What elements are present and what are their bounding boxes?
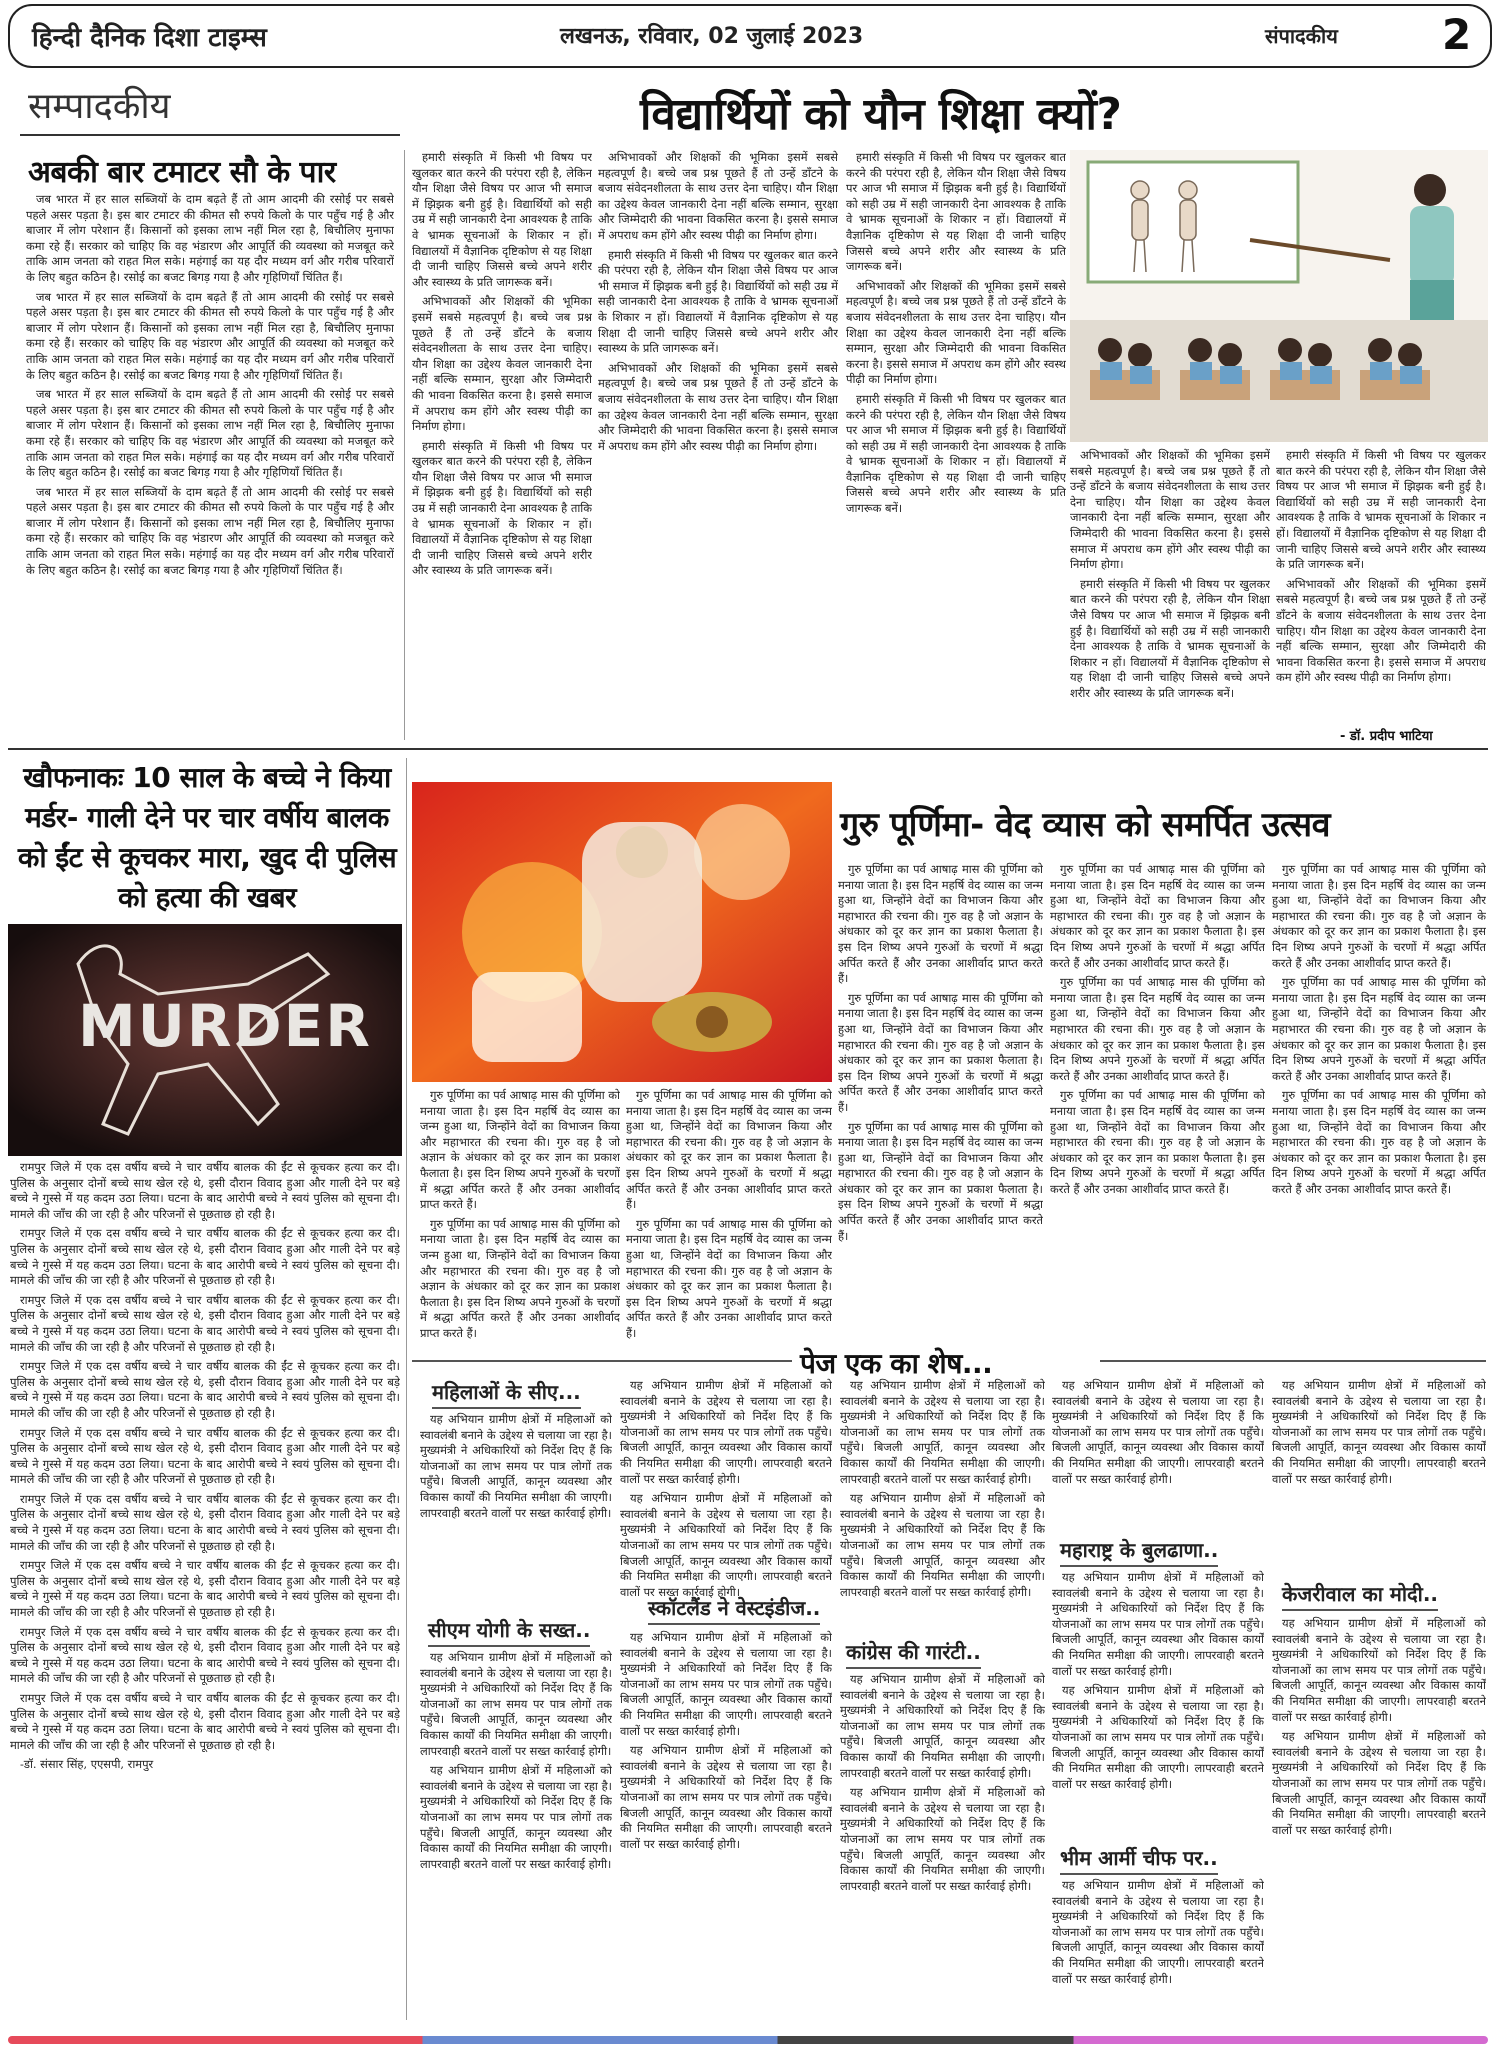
bottom-col-c2 — [840, 1672, 1045, 2022]
tomato-para: जब भारत में हर साल सब्जियों के दाम बढ़ते हैं तो आम आदमी की रसोई पर सबसे पहले असर पड़ता है। इस बार टमाटर की कीमत सौ रुपये किलो के पार पहुँच गई है और बाजार में लोग परेशान हैं। किसानों को इसका लाभ नहीं मिल रहा है, बिचौलिए मुनाफा कमा रहे हैं। सरकार को चाहिए कि वह भंडारण और आपूर्ति की व्यवस्था को मजबूत करे ताकि आम जनता को राहत मिल सके। महंगाई का यह दौर मध्यम वर्ग और गरीब परिवारों के लिए बहुत कठिन है। रसोई का बजट बिगड़ गया है और गृहिणियाँ चिंतित हैं। — [26, 192, 394, 284]
crime-para: रामपुर जिले में एक दस वर्षीय बच्चे ने चार वर्षीय बालक की ईंट से कूचकर हत्या कर दी। पुलिस के अनुसार दोनों बच्चे साथ खेल रहे थे, इसी दौरान विवाद हुआ और गाली देने पर बड़े बच्चे ने गुस्से में यह कदम उठा लिया। घटना के बाद आरोपी बच्चे ने स्वयं पुलिस को सूचना दी। मामले की जाँच की जा रही है और परिजनों से पूछताछ हो रही है। — [10, 1359, 400, 1420]
bottom-col-d1 — [1052, 1378, 1264, 1528]
guru-image — [412, 782, 832, 1082]
bottom-para: यह अभियान ग्रामीण क्षेत्रों में महिलाओं को स्वावलंबी बनाने के उद्देश्य से चलाया जा रहा है। मुख्यमंत्री ने अधिकारियों को निर्देश दिए हैं कि योजनाओं का लाभ समय पर पात्र लोगों तक पहुँचे। बिजली आपूर्ति, कानून व्यवस्था और विकास कार्यों की नियमित समीक्षा की जाएगी। लापरवाही बरतने वालों पर सख्त कार्रवाई होगी। — [840, 1491, 1045, 1599]
tomato-body — [26, 192, 394, 740]
crime-para: रामपुर जिले में एक दस वर्षीय बच्चे ने चार वर्षीय बालक की ईंट से कूचकर हत्या कर दी। पुलिस के अनुसार दोनों बच्चे साथ खेल रहे थे, इसी दौरान विवाद हुआ और गाली देने पर बड़े बच्चे ने गुस्से में यह कदम उठा लिया। घटना के बाद आरोपी बच्चे ने स्वयं पुलिस को सूचना दी। मामले की जाँच की जा रही है और परिजनों से पूछताछ हो रही है। — [10, 1691, 400, 1752]
bottom-col-a2 — [420, 1650, 612, 2022]
guru-para: गुरु पूर्णिमा का पर्व आषाढ़ मास की पूर्णिमा को मनाया जाता है। इस दिन महर्षि वेद व्यास का जन्म हुआ था, जिन्होंने वेदों का विभाजन किया और महाभारत की रचना की। गुरु वह है जो अज्ञान के अंधकार को दूर कर ज्ञान का प्रकाश फैलाता है। इस दिन शिष्य अपने गुरुओं के चरणों में श्रद्धा अर्पित करते हैं और उनका आशीर्वाद प्राप्त करते हैं। — [838, 1119, 1043, 1243]
bottom-col-c1 — [840, 1378, 1045, 1630]
lead-para: अभिभावकों और शिक्षकों की भूमिका इसमें सबसे महत्वपूर्ण है। बच्चे जब प्रश्न पूछते हैं तो उन्हें डाँटने के बजाय संवेदनशीलता के साथ उत्तर देना चाहिए। यौन शिक्षा का उद्देश्य केवल जानकारी देना नहीं बल्कि सम्मान, सुरक्षा और जिम्मेदारी की भावना विकसित करना है। इससे समाज में अपराध कम होंगे और स्वस्थ पीढ़ी का निर्माण होगा। — [598, 150, 838, 242]
lead-para: हमारी संस्कृति में किसी भी विषय पर खुलकर बात करने की परंपरा रही है, लेकिन यौन शिक्षा जैसे विषय पर आज भी समाज में झिझक बनी हुई है। विद्यार्थियों को सही उम्र में सही जानकारी देना आवश्यक है ताकि वे भ्रामक सूचनाओं के शिकार न हों। विद्यालयों में वैज्ञानिक दृष्टिकोण से यह शिक्षा दी जानी चाहिए जिससे बच्चे अपने शरीर और स्वास्थ्य के प्रति जागरूक बनें। — [412, 150, 592, 289]
crime-para: रामपुर जिले में एक दस वर्षीय बच्चे ने चार वर्षीय बालक की ईंट से कूचकर हत्या कर दी। पुलिस के अनुसार दोनों बच्चे साथ खेल रहे थे, इसी दौरान विवाद हुआ और गाली देने पर बड़े बच्चे ने गुस्से में यह कदम उठा लिया। घटना के बाद आरोपी बच्चे ने स्वयं पुलिस को सूचना दी। मामले की जाँच की जा रही है और परिजनों से पूछताछ हो रही है। — [10, 1491, 400, 1553]
column-rule — [404, 150, 405, 740]
tomato-para: जब भारत में हर साल सब्जियों के दाम बढ़ते हैं तो आम आदमी की रसोई पर सबसे पहले असर पड़ता है। इस बार टमाटर की कीमत सौ रुपये किलो के पार पहुँच गई है और बाजार में लोग परेशान हैं। किसानों को इसका लाभ नहीं मिल रहा है, बिचौलिए मुनाफा कमा रहे हैं। सरकार को चाहिए कि वह भंडारण और आपूर्ति की व्यवस्था को मजबूत करे ताकि आम जनता को राहत मिल सके। महंगाई का यह दौर मध्यम वर्ग और गरीब परिवारों के लिए बहुत कठिन है। रसोई का बजट बिगड़ गया है और गृहिणियाँ चिंतित हैं। — [26, 387, 394, 480]
crime-para: रामपुर जिले में एक दस वर्षीय बच्चे ने चार वर्षीय बालक की ईंट से कूचकर हत्या कर दी। पुलिस के अनुसार दोनों बच्चे साथ खेल रहे थे, इसी दौरान विवाद हुआ और गाली देने पर बड़े बच्चे ने गुस्से में यह कदम उठा लिया। घटना के बाद आरोपी बच्चे ने स्वयं पुलिस को सूचना दी। मामले की जाँच की जा रही है और परिजनों से पूछताछ हो रही है। — [10, 1624, 400, 1686]
guru-para: गुरु पूर्णिमा का पर्व आषाढ़ मास की पूर्णिमा को मनाया जाता है। इस दिन महर्षि वेद व्यास का जन्म हुआ था, जिन्होंने वेदों का विभाजन किया और महाभारत की रचना की। गुरु वह है जो अज्ञान के अंधकार को दूर कर ज्ञान का प्रकाश फैलाता है। इस दिन शिष्य अपने गुरुओं के चरणों में श्रद्धा अर्पित करते हैं और उनका आशीर्वाद प्राप्त करते हैं। — [626, 1216, 832, 1340]
bottom-para: यह अभियान ग्रामीण क्षेत्रों में महिलाओं को स्वावलंबी बनाने के उद्देश्य से चलाया जा रहा है। मुख्यमंत्री ने अधिकारियों को निर्देश दिए हैं कि योजनाओं का लाभ समय पर पात्र लोगों तक पहुँचे। बिजली आपूर्ति, कानून व्यवस्था और विकास कार्यों की नियमित समीक्षा की जाएगी। लापरवाही बरतने वालों पर सख्त कार्रवाई होगी। — [620, 1743, 832, 1851]
guru-para: गुरु पूर्णिमा का पर्व आषाढ़ मास की पूर्णिमा को मनाया जाता है। इस दिन महर्षि वेद व्यास का जन्म हुआ था, जिन्होंने वेदों का विभाजन किया और महाभारत की रचना की। गुरु वह है जो अज्ञान के अंधकार को दूर कर ज्ञान का प्रकाश फैलाता है। इस दिन शिष्य अपने गुरुओं के चरणों में श्रद्धा अर्पित करते हैं और उनका आशीर्वाद प्राप्त करते हैं। — [420, 1088, 620, 1212]
classroom-illustration — [1070, 150, 1488, 442]
subhead-cm-yogi: सीएम योगी के सख्त.. — [428, 1616, 590, 1647]
crime-para: रामपुर जिले में एक दस वर्षीय बच्चे ने चार वर्षीय बालक की ईंट से कूचकर हत्या कर दी। पुलिस के अनुसार दोनों बच्चे साथ खेल रहे थे, इसी दौरान विवाद हुआ और गाली देने पर बड़े बच्चे ने गुस्से में यह कदम उठा लिया। घटना के बाद आरोपी बच्चे ने स्वयं पुलिस को सूचना दी। मामले की जाँच की जा रही है और परिजनों से पूछताछ हो रही है। — [10, 1558, 400, 1620]
crime-para: रामपुर जिले में एक दस वर्षीय बच्चे ने चार वर्षीय बालक की ईंट से कूचकर हत्या कर दी। पुलिस के अनुसार दोनों बच्चे साथ खेल रहे थे, इसी दौरान विवाद हुआ और गाली देने पर बड़े बच्चे ने गुस्से में यह कदम उठा लिया। घटना के बाद आरोपी बच्चे ने स्वयं पुलिस को सूचना दी। मामले की जाँच की जा रही है और परिजनों से पूछताछ हो रही है। — [10, 1292, 400, 1354]
bottom-col-d3 — [1052, 1878, 1264, 2022]
bottom-para: यह अभियान ग्रामीण क्षेत्रों में महिलाओं को स्वावलंबी बनाने के उद्देश्य से चलाया जा रहा है। मुख्यमंत्री ने अधिकारियों को निर्देश दिए हैं कि योजनाओं का लाभ समय पर पात्र लोगों तक पहुँचे। बिजली आपूर्ति, कानून व्यवस्था और विकास कार्यों की नियमित समीक्षा की जाएगी। लापरवाही बरतने वालों पर सख्त कार्रवाई होगी। — [620, 1630, 832, 1738]
crime-para: रामपुर जिले में एक दस वर्षीय बच्चे ने चार वर्षीय बालक की ईंट से कूचकर हत्या कर दी। पुलिस के अनुसार दोनों बच्चे साथ खेल रहे थे, इसी दौरान विवाद हुआ और गाली देने पर बड़े बच्चे ने गुस्से में यह कदम उठा लिया। घटना के बाद आरोपी बच्चे ने स्वयं पुलिस को सूचना दी। मामले की जाँच की जा रही है और परिजनों से पूछताछ हो रही है। — [10, 1226, 400, 1288]
crime-body — [10, 1160, 400, 2020]
guru-para: गुरु पूर्णिमा का पर्व आषाढ़ मास की पूर्णिमा को मनाया जाता है। इस दिन महर्षि वेद व्यास का जन्म हुआ था, जिन्होंने वेदों का विभाजन किया और महाभारत की रचना की। गुरु वह है जो अज्ञान के अंधकार को दूर कर ज्ञान का प्रकाश फैलाता है। इस दिन शिष्य अपने गुरुओं के चरणों में श्रद्धा अर्पित करते हैं और उनका आशीर्वाद प्राप्त करते हैं। — [838, 990, 1043, 1114]
divider — [8, 748, 1488, 750]
footer-strip — [8, 2036, 1488, 2044]
section-title: सम्पादकीय — [28, 86, 171, 127]
lead-para: हमारी संस्कृति में किसी भी विषय पर खुलकर बात करने की परंपरा रही है, लेकिन यौन शिक्षा जैसे विषय पर आज भी समाज में झिझक बनी हुई है। विद्यार्थियों को सही उम्र में सही जानकारी देना आवश्यक है ताकि वे भ्रामक सूचनाओं के शिकार न हों। विद्यालयों में वैज्ञानिक दृष्टिकोण से यह शिक्षा दी जानी चाहिए जिससे बच्चे अपने शरीर और स्वास्थ्य के प्रति जागरूक बनें। — [846, 391, 1066, 516]
lead-para: अभिभावकों और शिक्षकों की भूमिका इसमें सबसे महत्वपूर्ण है। बच्चे जब प्रश्न पूछते हैं तो उन्हें डाँटने के बजाय संवेदनशीलता के साथ उत्तर देना चाहिए। यौन शिक्षा का उद्देश्य केवल जानकारी देना नहीं बल्कि सम्मान, सुरक्षा और जिम्मेदारी की भावना विकसित करना है। इससे समाज में अपराध कम होंगे और स्वस्थ पीढ़ी का निर्माण होगा। — [846, 278, 1066, 387]
column-rule — [406, 758, 407, 2020]
crime-para: रामपुर जिले में एक दस वर्षीय बच्चे ने चार वर्षीय बालक की ईंट से कूचकर हत्या कर दी। पुलिस के अनुसार दोनों बच्चे साथ खेल रहे थे, इसी दौरान विवाद हुआ और गाली देने पर बड़े बच्चे ने गुस्से में यह कदम उठा लिया। घटना के बाद आरोपी बच्चे ने स्वयं पुलिस को सूचना दी। मामले की जाँच की जा रही है और परिजनों से पूछताछ हो रही है। — [10, 1425, 400, 1487]
crime-headline: खौफनाकः 10 साल के बच्चे ने किया मर्डर- गाली देने पर चार वर्षीय बालक को ईंट से कूचकर मारा, खुद दी पुलिस को हत्या की खबर — [17, 761, 397, 914]
guru-para: गुरु पूर्णिमा का पर्व आषाढ़ मास की पूर्णिमा को मनाया जाता है। इस दिन महर्षि वेद व्यास का जन्म हुआ था, जिन्होंने वेदों का विभाजन किया और महाभारत की रचना की। गुरु वह है जो अज्ञान के अंधकार को दूर कर ज्ञान का प्रकाश फैलाता है। इस दिन शिष्य अपने गुरुओं के चरणों में श्रद्धा अर्पित करते हैं और उनका आशीर्वाद प्राप्त करते हैं। — [626, 1088, 832, 1212]
lead-para: हमारी संस्कृति में किसी भी विषय पर खुलकर बात करने की परंपरा रही है, लेकिन यौन शिक्षा जैसे विषय पर आज भी समाज में झिझक बनी हुई है। विद्यार्थियों को सही उम्र में सही जानकारी देना आवश्यक है ताकि वे भ्रामक सूचनाओं के शिकार न हों। विद्यालयों में वैज्ञानिक दृष्टिकोण से यह शिक्षा दी जानी चाहिए जिससे बच्चे अपने शरीर और स्वास्थ्य के प्रति जागरूक बनें। — [412, 438, 592, 578]
guru-col-5 — [626, 1088, 832, 1344]
bottom-para: यह अभियान ग्रामीण क्षेत्रों में महिलाओं को स्वावलंबी बनाने के उद्देश्य से चलाया जा रहा है। मुख्यमंत्री ने अधिकारियों को निर्देश दिए हैं कि योजनाओं का लाभ समय पर पात्र लोगों तक पहुँचे। बिजली आपूर्ति, कानून व्यवस्था और विकास कार्यों की नियमित समीक्षा की जाएगी। लापरवाही बरतने वालों पर सख्त कार्रवाई होगी। — [620, 1491, 832, 1599]
guru-col-3 — [1272, 862, 1486, 1344]
bottom-col-b2 — [620, 1630, 832, 2022]
subhead-maharashtra: महाराष्ट्र के बुलढाणा.. — [1060, 1536, 1218, 1567]
lead-para: अभिभावकों और शिक्षकों की भूमिका इसमें सबसे महत्वपूर्ण है। बच्चे जब प्रश्न पूछते हैं तो उन्हें डाँटने के बजाय संवेदनशीलता के साथ उत्तर देना चाहिए। यौन शिक्षा का उद्देश्य केवल जानकारी देना नहीं बल्कि सम्मान, सुरक्षा और जिम्मेदारी की भावना विकसित करना है। इससे समाज में अपराध कम होंगे और स्वस्थ पीढ़ी का निर्माण होगा। — [412, 294, 592, 434]
lead-para: अभिभावकों और शिक्षकों की भूमिका इसमें सबसे महत्वपूर्ण है। बच्चे जब प्रश्न पूछते हैं तो उन्हें डाँटने के बजाय संवेदनशीलता के साथ उत्तर देना चाहिए। यौन शिक्षा का उद्देश्य केवल जानकारी देना नहीं बल्कि सम्मान, सुरक्षा और जिम्मेदारी की भावना विकसित करना है। इससे समाज में अपराध कम होंगे और स्वस्थ पीढ़ी का निर्माण होगा। — [1070, 448, 1270, 572]
guru-para: गुरु पूर्णिमा का पर्व आषाढ़ मास की पूर्णिमा को मनाया जाता है। इस दिन महर्षि वेद व्यास का जन्म हुआ था, जिन्होंने वेदों का विभाजन किया और महाभारत की रचना की। गुरु वह है जो अज्ञान के अंधकार को दूर कर ज्ञान का प्रकाश फैलाता है। इस दिन शिष्य अपने गुरुओं के चरणों में श्रद्धा अर्पित करते हैं और उनका आशीर्वाद प्राप्त करते हैं। — [1272, 862, 1486, 970]
murder-image-text: MURDER — [78, 992, 372, 1060]
guru-para: गुरु पूर्णिमा का पर्व आषाढ़ मास की पूर्णिमा को मनाया जाता है। इस दिन महर्षि वेद व्यास का जन्म हुआ था, जिन्होंने वेदों का विभाजन किया और महाभारत की रचना की। गुरु वह है जो अज्ञान के अंधकार को दूर कर ज्ञान का प्रकाश फैलाता है। इस दिन शिष्य अपने गुरुओं के चरणों में श्रद्धा अर्पित करते हैं और उनका आशीर्वाद प्राप्त करते हैं। — [838, 862, 1043, 986]
lead-para: हमारी संस्कृति में किसी भी विषय पर खुलकर बात करने की परंपरा रही है, लेकिन यौन शिक्षा जैसे विषय पर आज भी समाज में झिझक बनी हुई है। विद्यार्थियों को सही उम्र में सही जानकारी देना आवश्यक है ताकि वे भ्रामक सूचनाओं के शिकार न हों। विद्यालयों में वैज्ञानिक दृष्टिकोण से यह शिक्षा दी जानी चाहिए जिससे बच्चे अपने शरीर और स्वास्थ्य के प्रति जागरूक बनें। — [1276, 448, 1486, 572]
guru-col-2 — [1050, 862, 1265, 1344]
bottom-col-d2 — [1052, 1570, 1264, 1836]
guru-para: गुरु पूर्णिमा का पर्व आषाढ़ मास की पूर्णिमा को मनाया जाता है। इस दिन महर्षि वेद व्यास का जन्म हुआ था, जिन्होंने वेदों का विभाजन किया और महाभारत की रचना की। गुरु वह है जो अज्ञान के अंधकार को दूर कर ज्ञान का प्रकाश फैलाता है। इस दिन शिष्य अपने गुरुओं के चरणों में श्रद्धा अर्पित करते हैं और उनका आशीर्वाद प्राप्त करते हैं। — [1050, 975, 1265, 1083]
guru-col-4 — [420, 1088, 620, 1344]
bottom-para: यह अभियान ग्रामीण क्षेत्रों में महिलाओं को स्वावलंबी बनाने के उद्देश्य से चलाया जा रहा है। मुख्यमंत्री ने अधिकारियों को निर्देश दिए हैं कि योजनाओं का लाभ समय पर पात्र लोगों तक पहुँचे। बिजली आपूर्ति, कानून व्यवस्था और विकास कार्यों की नियमित समीक्षा की जाएगी। लापरवाही बरतने वालों पर सख्त कार्रवाई होगी। — [840, 1672, 1045, 1780]
crime-byline: -डॉ. संसार सिंह, एएसपी, रामपुर — [20, 1757, 154, 1772]
bottom-para: यह अभियान ग्रामीण क्षेत्रों में महिलाओं को स्वावलंबी बनाने के उद्देश्य से चलाया जा रहा है। मुख्यमंत्री ने अधिकारियों को निर्देश दिए हैं कि योजनाओं का लाभ समय पर पात्र लोगों तक पहुँचे। बिजली आपूर्ति, कानून व्यवस्था और विकास कार्यों की नियमित समीक्षा की जाएगी। लापरवाही बरतने वालों पर सख्त कार्रवाई होगी। — [840, 1378, 1045, 1486]
bottom-para: यह अभियान ग्रामीण क्षेत्रों में महिलाओं को स्वावलंबी बनाने के उद्देश्य से चलाया जा रहा है। मुख्यमंत्री ने अधिकारियों को निर्देश दिए हैं कि योजनाओं का लाभ समय पर पात्र लोगों तक पहुँचे। बिजली आपूर्ति, कानून व्यवस्था और विकास कार्यों की नियमित समीक्षा की जाएगी। लापरवाही बरतने वालों पर सख्त कार्रवाई होगी। — [420, 1412, 612, 1520]
bottom-para: यह अभियान ग्रामीण क्षेत्रों में महिलाओं को स्वावलंबी बनाने के उद्देश्य से चलाया जा रहा है। मुख्यमंत्री ने अधिकारियों को निर्देश दिए हैं कि योजनाओं का लाभ समय पर पात्र लोगों तक पहुँचे। बिजली आपूर्ति, कानून व्यवस्था और विकास कार्यों की नियमित समीक्षा की जाएगी। लापरवाही बरतने वालों पर सख्त कार्रवाई होगी। — [420, 1763, 612, 1871]
tomato-para: जब भारत में हर साल सब्जियों के दाम बढ़ते हैं तो आम आदमी की रसोई पर सबसे पहले असर पड़ता है। इस बार टमाटर की कीमत सौ रुपये किलो के पार पहुँच गई है और बाजार में लोग परेशान हैं। किसानों को इसका लाभ नहीं मिल रहा है, बिचौलिए मुनाफा कमा रहे हैं। सरकार को चाहिए कि वह भंडारण और आपूर्ति की व्यवस्था को मजबूत करे ताकि आम जनता को राहत मिल सके। महंगाई का यह दौर मध्यम वर्ग और गरीब परिवारों के लिए बहुत कठिन है। रसोई का बजट बिगड़ गया है और गृहिणियाँ चिंतित हैं। — [26, 484, 394, 577]
lead-headline: विद्यार्थियों को यौन शिक्षा क्यों? — [640, 89, 1122, 140]
tomato-headline: अबकी बार टमाटर सौ के पार — [28, 155, 336, 190]
bottom-col-e1 — [1272, 1378, 1486, 1574]
section-label: संपादकीय — [1265, 24, 1338, 48]
subhead-women: महिलाओं के सीए... — [432, 1378, 581, 1409]
subhead-congress: कांग्रेस की गारंटी.. — [846, 1638, 981, 1669]
guru-para: गुरु पूर्णिमा का पर्व आषाढ़ मास की पूर्णिमा को मनाया जाता है। इस दिन महर्षि वेद व्यास का जन्म हुआ था, जिन्होंने वेदों का विभाजन किया और महाभारत की रचना की। गुरु वह है जो अज्ञान के अंधकार को दूर कर ज्ञान का प्रकाश फैलाता है। इस दिन शिष्य अपने गुरुओं के चरणों में श्रद्धा अर्पित करते हैं और उनका आशीर्वाद प्राप्त करते हैं। — [1050, 1088, 1265, 1196]
bottom-col-e2 — [1272, 1616, 1486, 2022]
divider — [412, 1360, 792, 1362]
guru-headline: गुरु पूर्णिमा- वेद व्यास को समर्पित उत्सव — [840, 805, 1331, 845]
guru-col-1 — [838, 862, 1043, 1344]
guru-para: गुरु पूर्णिमा का पर्व आषाढ़ मास की पूर्णिमा को मनाया जाता है। इस दिन महर्षि वेद व्यास का जन्म हुआ था, जिन्होंने वेदों का विभाजन किया और महाभारत की रचना की। गुरु वह है जो अज्ञान के अंधकार को दूर कर ज्ञान का प्रकाश फैलाता है। इस दिन शिष्य अपने गुरुओं के चरणों में श्रद्धा अर्पित करते हैं और उनका आशीर्वाद प्राप्त करते हैं। — [1272, 975, 1486, 1083]
crime-para: रामपुर जिले में एक दस वर्षीय बच्चे ने चार वर्षीय बालक की ईंट से कूचकर हत्या कर दी। पुलिस के अनुसार दोनों बच्चे साथ खेल रहे थे, इसी दौरान विवाद हुआ और गाली देने पर बड़े बच्चे ने गुस्से में यह कदम उठा लिया। घटना के बाद आरोपी बच्चे ने स्वयं पुलिस को सूचना दी। मामले की जाँच की जा रही है और परिजनों से पूछताछ हो रही है। — [10, 1160, 400, 1221]
bottom-para: यह अभियान ग्रामीण क्षेत्रों में महिलाओं को स्वावलंबी बनाने के उद्देश्य से चलाया जा रहा है। मुख्यमंत्री ने अधिकारियों को निर्देश दिए हैं कि योजनाओं का लाभ समय पर पात्र लोगों तक पहुँचे। बिजली आपूर्ति, कानून व्यवस्था और विकास कार्यों की नियमित समीक्षा की जाएगी। लापरवाही बरतने वालों पर सख्त कार्रवाई होगी। — [620, 1378, 832, 1486]
bottom-para: यह अभियान ग्रामीण क्षेत्रों में महिलाओं को स्वावलंबी बनाने के उद्देश्य से चलाया जा रहा है। मुख्यमंत्री ने अधिकारियों को निर्देश दिए हैं कि योजनाओं का लाभ समय पर पात्र लोगों तक पहुँचे। बिजली आपूर्ति, कानून व्यवस्था और विकास कार्यों की नियमित समीक्षा की जाएगी। लापरवाही बरतने वालों पर सख्त कार्रवाई होगी। — [1272, 1729, 1486, 1837]
subhead-scotland: स्कॉटलैंड ने वेस्टइंडीज.. — [648, 1594, 820, 1625]
lead-col-4 — [1070, 448, 1270, 744]
lead-col-2 — [598, 150, 838, 742]
page-one-banner: पेज एक का शेष... — [800, 1347, 993, 1380]
lead-col-5 — [1276, 448, 1486, 728]
bottom-col-b1 — [620, 1378, 832, 1608]
page-number: 2 — [1442, 10, 1472, 59]
bottom-para: यह अभियान ग्रामीण क्षेत्रों में महिलाओं को स्वावलंबी बनाने के उद्देश्य से चलाया जा रहा है। मुख्यमंत्री ने अधिकारियों को निर्देश दिए हैं कि योजनाओं का लाभ समय पर पात्र लोगों तक पहुँचे। बिजली आपूर्ति, कानून व्यवस्था और विकास कार्यों की नियमित समीक्षा की जाएगी। लापरवाही बरतने वालों पर सख्त कार्रवाई होगी। — [1052, 1878, 1264, 1986]
masthead — [8, 4, 1492, 68]
bottom-para: यह अभियान ग्रामीण क्षेत्रों में महिलाओं को स्वावलंबी बनाने के उद्देश्य से चलाया जा रहा है। मुख्यमंत्री ने अधिकारियों को निर्देश दिए हैं कि योजनाओं का लाभ समय पर पात्र लोगों तक पहुँचे। बिजली आपूर्ति, कानून व्यवस्था और विकास कार्यों की नियमित समीक्षा की जाएगी। लापरवाही बरतने वालों पर सख्त कार्रवाई होगी। — [1272, 1616, 1486, 1724]
dateline: लखनऊ, रविवार, 02 जुलाई 2023 — [560, 24, 864, 49]
lead-para: हमारी संस्कृति में किसी भी विषय पर खुलकर बात करने की परंपरा रही है, लेकिन यौन शिक्षा जैसे विषय पर आज भी समाज में झिझक बनी हुई है। विद्यार्थियों को सही उम्र में सही जानकारी देना आवश्यक है ताकि वे भ्रामक सूचनाओं के शिकार न हों। विद्यालयों में वैज्ञानिक दृष्टिकोण से यह शिक्षा दी जानी चाहिए जिससे बच्चे अपने शरीर और स्वास्थ्य के प्रति जागरूक बनें। — [598, 247, 838, 356]
lead-col-3 — [846, 150, 1066, 742]
subhead-kejriwal: केजरीवाल का मोदी.. — [1282, 1580, 1438, 1611]
divider — [1100, 1360, 1486, 1362]
guru-para: गुरु पूर्णिमा का पर्व आषाढ़ मास की पूर्णिमा को मनाया जाता है। इस दिन महर्षि वेद व्यास का जन्म हुआ था, जिन्होंने वेदों का विभाजन किया और महाभारत की रचना की। गुरु वह है जो अज्ञान के अंधकार को दूर कर ज्ञान का प्रकाश फैलाता है। इस दिन शिष्य अपने गुरुओं के चरणों में श्रद्धा अर्पित करते हैं और उनका आशीर्वाद प्राप्त करते हैं। — [420, 1216, 620, 1340]
divider — [20, 134, 400, 136]
bottom-para: यह अभियान ग्रामीण क्षेत्रों में महिलाओं को स्वावलंबी बनाने के उद्देश्य से चलाया जा रहा है। मुख्यमंत्री ने अधिकारियों को निर्देश दिए हैं कि योजनाओं का लाभ समय पर पात्र लोगों तक पहुँचे। बिजली आपूर्ति, कानून व्यवस्था और विकास कार्यों की नियमित समीक्षा की जाएगी। लापरवाही बरतने वालों पर सख्त कार्रवाई होगी। — [840, 1785, 1045, 1893]
bottom-para: यह अभियान ग्रामीण क्षेत्रों में महिलाओं को स्वावलंबी बनाने के उद्देश्य से चलाया जा रहा है। मुख्यमंत्री ने अधिकारियों को निर्देश दिए हैं कि योजनाओं का लाभ समय पर पात्र लोगों तक पहुँचे। बिजली आपूर्ति, कानून व्यवस्था और विकास कार्यों की नियमित समीक्षा की जाएगी। लापरवाही बरतने वालों पर सख्त कार्रवाई होगी। — [1052, 1683, 1264, 1791]
bottom-para: यह अभियान ग्रामीण क्षेत्रों में महिलाओं को स्वावलंबी बनाने के उद्देश्य से चलाया जा रहा है। मुख्यमंत्री ने अधिकारियों को निर्देश दिए हैं कि योजनाओं का लाभ समय पर पात्र लोगों तक पहुँचे। बिजली आपूर्ति, कानून व्यवस्था और विकास कार्यों की नियमित समीक्षा की जाएगी। लापरवाही बरतने वालों पर सख्त कार्रवाई होगी। — [420, 1650, 612, 1758]
bottom-para: यह अभियान ग्रामीण क्षेत्रों में महिलाओं को स्वावलंबी बनाने के उद्देश्य से चलाया जा रहा है। मुख्यमंत्री ने अधिकारियों को निर्देश दिए हैं कि योजनाओं का लाभ समय पर पात्र लोगों तक पहुँचे। बिजली आपूर्ति, कानून व्यवस्था और विकास कार्यों की नियमित समीक्षा की जाएगी। लापरवाही बरतने वालों पर सख्त कार्रवाई होगी। — [1052, 1570, 1264, 1678]
lead-para: हमारी संस्कृति में किसी भी विषय पर खुलकर बात करने की परंपरा रही है, लेकिन यौन शिक्षा जैसे विषय पर आज भी समाज में झिझक बनी हुई है। विद्यार्थियों को सही उम्र में सही जानकारी देना आवश्यक है ताकि वे भ्रामक सूचनाओं के शिकार न हों। विद्यालयों में वैज्ञानिक दृष्टिकोण से यह शिक्षा दी जानी चाहिए जिससे बच्चे अपने शरीर और स्वास्थ्य के प्रति जागरूक बनें। — [1070, 576, 1270, 700]
lead-col-1 — [412, 150, 592, 742]
lead-para: हमारी संस्कृति में किसी भी विषय पर खुलकर बात करने की परंपरा रही है, लेकिन यौन शिक्षा जैसे विषय पर आज भी समाज में झिझक बनी हुई है। विद्यार्थियों को सही उम्र में सही जानकारी देना आवश्यक है ताकि वे भ्रामक सूचनाओं के शिकार न हों। विद्यालयों में वैज्ञानिक दृष्टिकोण से यह शिक्षा दी जानी चाहिए जिससे बच्चे अपने शरीर और स्वास्थ्य के प्रति जागरूक बनें। — [846, 150, 1066, 274]
guru-para: गुरु पूर्णिमा का पर्व आषाढ़ मास की पूर्णिमा को मनाया जाता है। इस दिन महर्षि वेद व्यास का जन्म हुआ था, जिन्होंने वेदों का विभाजन किया और महाभारत की रचना की। गुरु वह है जो अज्ञान के अंधकार को दूर कर ज्ञान का प्रकाश फैलाता है। इस दिन शिष्य अपने गुरुओं के चरणों में श्रद्धा अर्पित करते हैं और उनका आशीर्वाद प्राप्त करते हैं। — [1272, 1088, 1486, 1196]
guru-para: गुरु पूर्णिमा का पर्व आषाढ़ मास की पूर्णिमा को मनाया जाता है। इस दिन महर्षि वेद व्यास का जन्म हुआ था, जिन्होंने वेदों का विभाजन किया और महाभारत की रचना की। गुरु वह है जो अज्ञान के अंधकार को दूर कर ज्ञान का प्रकाश फैलाता है। इस दिन शिष्य अपने गुरुओं के चरणों में श्रद्धा अर्पित करते हैं और उनका आशीर्वाद प्राप्त करते हैं। — [1050, 862, 1265, 970]
lead-author: - डॉ. प्रदीप भाटिया — [1340, 729, 1433, 744]
murder-image — [8, 924, 402, 1156]
paper-name: हिन्दी दैनिक दिशा टाइम्स — [32, 23, 267, 53]
subhead-bhim-army: भीम आर्मी चीफ पर.. — [1060, 1844, 1218, 1875]
bottom-para: यह अभियान ग्रामीण क्षेत्रों में महिलाओं को स्वावलंबी बनाने के उद्देश्य से चलाया जा रहा है। मुख्यमंत्री ने अधिकारियों को निर्देश दिए हैं कि योजनाओं का लाभ समय पर पात्र लोगों तक पहुँचे। बिजली आपूर्ति, कानून व्यवस्था और विकास कार्यों की नियमित समीक्षा की जाएगी। लापरवाही बरतने वालों पर सख्त कार्रवाई होगी। — [1052, 1378, 1264, 1486]
tomato-para: जब भारत में हर साल सब्जियों के दाम बढ़ते हैं तो आम आदमी की रसोई पर सबसे पहले असर पड़ता है। इस बार टमाटर की कीमत सौ रुपये किलो के पार पहुँच गई है और बाजार में लोग परेशान हैं। किसानों को इसका लाभ नहीं मिल रहा है, बिचौलिए मुनाफा कमा रहे हैं। सरकार को चाहिए कि वह भंडारण और आपूर्ति की व्यवस्था को मजबूत करे ताकि आम जनता को राहत मिल सके। महंगाई का यह दौर मध्यम वर्ग और गरीब परिवारों के लिए बहुत कठिन है। रसोई का बजट बिगड़ गया है और गृहिणियाँ चिंतित हैं। — [26, 289, 394, 382]
bottom-para: यह अभियान ग्रामीण क्षेत्रों में महिलाओं को स्वावलंबी बनाने के उद्देश्य से चलाया जा रहा है। मुख्यमंत्री ने अधिकारियों को निर्देश दिए हैं कि योजनाओं का लाभ समय पर पात्र लोगों तक पहुँचे। बिजली आपूर्ति, कानून व्यवस्था और विकास कार्यों की नियमित समीक्षा की जाएगी। लापरवाही बरतने वालों पर सख्त कार्रवाई होगी। — [1272, 1378, 1486, 1486]
bottom-col-a1 — [420, 1412, 612, 1608]
lead-para: अभिभावकों और शिक्षकों की भूमिका इसमें सबसे महत्वपूर्ण है। बच्चे जब प्रश्न पूछते हैं तो उन्हें डाँटने के बजाय संवेदनशीलता के साथ उत्तर देना चाहिए। यौन शिक्षा का उद्देश्य केवल जानकारी देना नहीं बल्कि सम्मान, सुरक्षा और जिम्मेदारी की भावना विकसित करना है। इससे समाज में अपराध कम होंगे और स्वस्थ पीढ़ी का निर्माण होगा। — [1276, 576, 1486, 685]
lead-para: अभिभावकों और शिक्षकों की भूमिका इसमें सबसे महत्वपूर्ण है। बच्चे जब प्रश्न पूछते हैं तो उन्हें डाँटने के बजाय संवेदनशीलता के साथ उत्तर देना चाहिए। यौन शिक्षा का उद्देश्य केवल जानकारी देना नहीं बल्कि सम्मान, सुरक्षा और जिम्मेदारी की भावना विकसित करना है। इससे समाज में अपराध कम होंगे और स्वस्थ पीढ़ी का निर्माण होगा। — [598, 360, 838, 453]
